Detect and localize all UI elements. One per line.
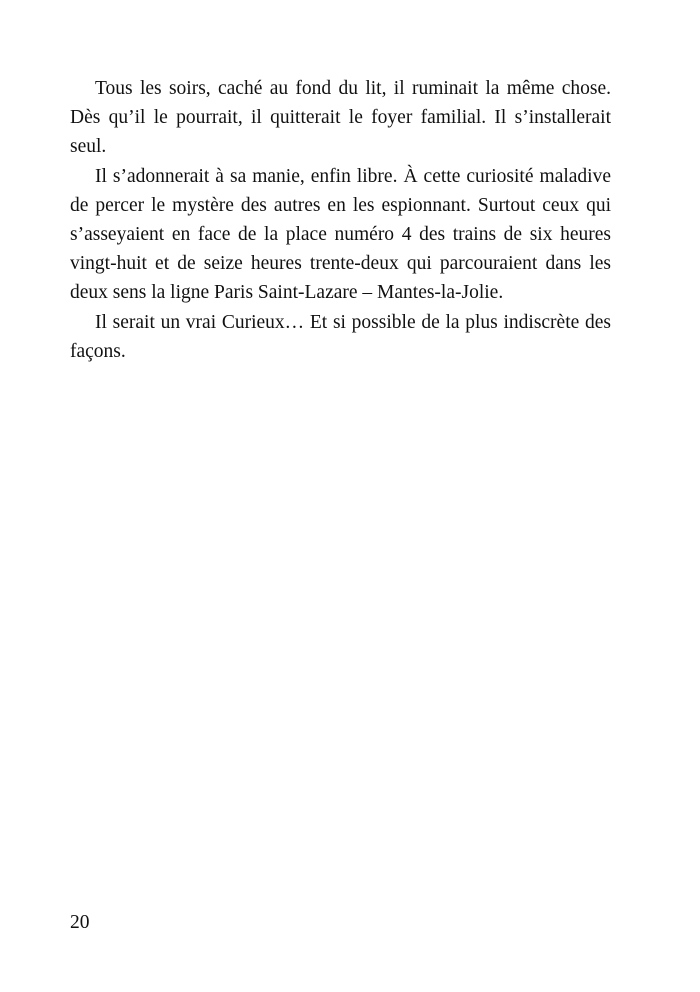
page-body <box>70 74 611 366</box>
paragraph-1: Tous les soirs, caché au fond du lit, il ruminait la même chose. Dès qu’il le pourrait, il quitterait le foyer familial. Il s’installerait seul. <box>70 78 611 158</box>
paragraph-2: Il s’adonnerait à sa manie, enfin libre. À cette curiosité maladive de percer le mystère des autres en les espionnant. Surtout ceux qui s’asseyaient en face de la place numéro 4 des trains de six heures vingt-huit et de seize heures trente-deux qui parcouraient dans les deux sens la ligne Paris Saint-Lazare – Mantes-la-Jolie. <box>70 165 611 304</box>
page-number: 20 <box>70 912 90 933</box>
paragraph-3: Il serait un vrai Curieux… Et si possible de la plus indiscrète des façons. <box>70 311 611 362</box>
